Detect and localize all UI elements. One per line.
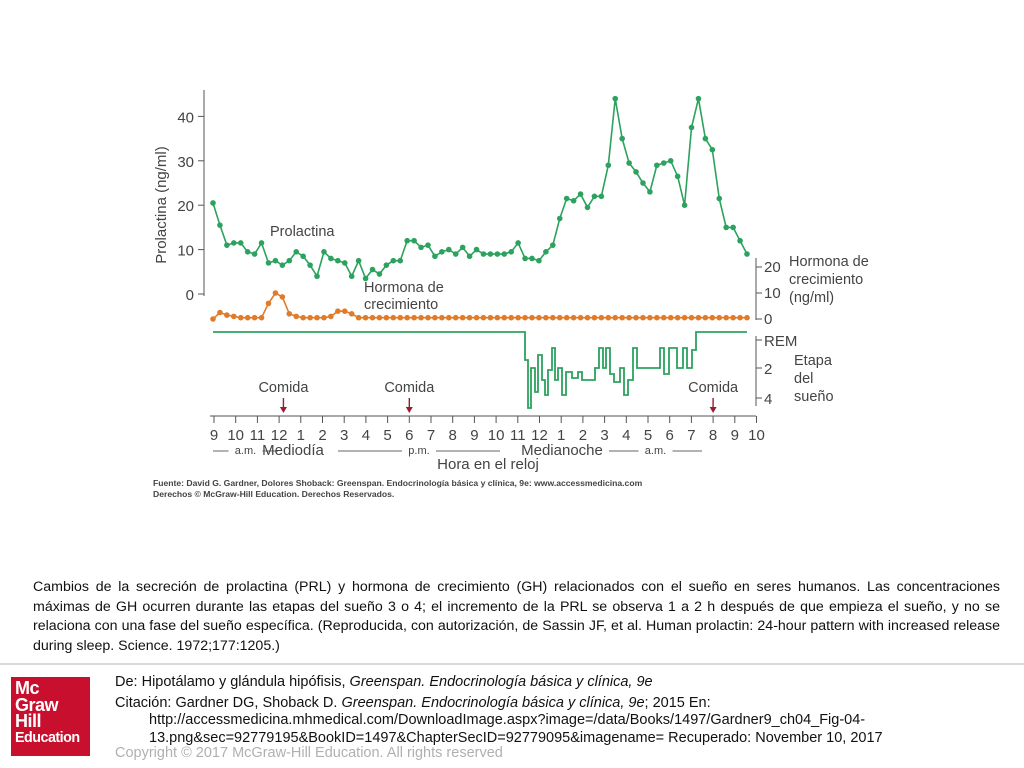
prolactin-tick-label: 40 (177, 109, 194, 127)
prolactin-point (404, 238, 410, 244)
gh-point (654, 315, 660, 321)
gh-point (508, 315, 514, 321)
meal-label: Comida (688, 380, 739, 396)
time-tick-label: 10 (748, 427, 765, 444)
prolactin-point (640, 180, 646, 186)
prolactin-point (252, 251, 258, 257)
citation-url-1[interactable]: http://accessmedicina.mhmedical.com/DownloadImage.aspx?image=/data/Books/1497/Gardner9_ch04_Fig-04- (149, 712, 866, 728)
gh-point (689, 315, 695, 321)
time-tick-label: 12 (270, 427, 288, 444)
gh-point (307, 315, 313, 321)
sleep-tick-label: 2 (764, 361, 773, 378)
prolactin-point (280, 262, 286, 268)
gh-point (273, 290, 279, 296)
prolactin-point (744, 251, 750, 257)
gh-point (314, 315, 320, 321)
prolactin-point (508, 249, 514, 255)
time-tick-label: 8 (708, 427, 718, 444)
gh-point (252, 315, 258, 321)
gh-point (495, 315, 501, 321)
prolactin-point (585, 205, 591, 211)
gh-point (626, 315, 632, 321)
time-tick-label: 1 (557, 427, 566, 444)
prolactin-point (307, 262, 313, 268)
gh-point (633, 315, 639, 321)
time-tick-label: 6 (665, 427, 674, 444)
gh-tick-label: 20 (764, 259, 781, 276)
am-period-1-label: a.m. (234, 445, 257, 457)
gh-point (737, 315, 743, 321)
gh-point (453, 315, 459, 321)
gh-point (217, 310, 223, 316)
prolactin-tick-label: 0 (185, 287, 194, 304)
prolactin-point (266, 260, 272, 266)
prolactin-point (453, 251, 459, 257)
prolactin-point (370, 267, 376, 273)
prolactin-point (224, 242, 230, 248)
gh-point (640, 315, 646, 321)
time-tick-label: 4 (622, 427, 631, 444)
logo-line-1: Mc (15, 678, 40, 698)
prolactin-point (550, 242, 556, 248)
prolactin-point (356, 258, 362, 264)
citation-prefix: Citación: Gardner DG, Shoback D (115, 694, 334, 711)
sleep-axis-title: sueño (794, 389, 834, 405)
gh-point (474, 315, 480, 321)
prolactin-point (501, 251, 507, 257)
prolactin-point (238, 240, 244, 246)
prolactin-tick-label: 10 (177, 242, 194, 260)
prolactin-point (730, 225, 736, 231)
gh-axis-title: Hormona de (789, 254, 869, 270)
gh-point (661, 315, 667, 321)
prolactin-point (696, 96, 702, 102)
prolactin-point (439, 249, 445, 255)
gh-point (300, 315, 306, 321)
citation-url-2[interactable]: 13.png&sec=92779195&BookID=1497&ChapterSecID=92779095&imagename= Recuperado: November 10, 2017 (149, 729, 883, 746)
gh-point (370, 315, 376, 321)
gh-point (682, 315, 688, 321)
prolactin-point (384, 262, 390, 268)
prolactin-point (571, 198, 577, 204)
gh-tick-label: 0 (764, 311, 773, 328)
pm-period-label: p.m. (408, 445, 430, 457)
gh-point (238, 315, 244, 321)
prolactin-point (349, 273, 355, 279)
prolactin-point (314, 273, 320, 279)
prolactin-point (467, 253, 473, 259)
gh-axis-title: (ng/ml) (789, 290, 835, 306)
citation-sep: . (333, 694, 342, 711)
prolactin-point (397, 258, 403, 264)
gh-point (605, 315, 611, 321)
figure-caption: Cambios de la secreción de prolactina (PRL) y hormona de crecimiento (GH) relacionados con el sueño en seres humanos. Las concentraciones máximas de GH ocurren durante las etapas del sueño 3 o 4; el incremento de la PRL se observa 1 a 2 h después de que empieza el sueño, y no se relaciona con una fase del sueño específica. (Reproducida, con autorización, de Sassin JF, et al. Human prolactin: 24-hour pattern with increased release during sleep. Science. 1972;177:1205.) (33, 579, 1000, 654)
prolactin-point (689, 125, 695, 131)
prolactin-point (668, 158, 674, 164)
prolactin-point (592, 194, 598, 200)
time-tick-label: 9 (730, 427, 739, 444)
gh-point (599, 315, 605, 321)
gh-point (328, 314, 334, 320)
gh-point (425, 315, 431, 321)
prolactin-point (661, 160, 667, 166)
prolactin-point (557, 216, 563, 222)
gh-series-label: Hormona de (364, 280, 444, 296)
gh-point (439, 315, 445, 321)
prolactin-point (460, 245, 466, 251)
sleep-axis-title: del (794, 371, 814, 387)
time-tick-label: 5 (383, 427, 392, 444)
prolactin-point (425, 242, 431, 248)
prolactin-point (543, 249, 549, 255)
figure-source-line-1: Fuente: David G. Gardner, Dolores Shoback: Greenspan. Endocrinología básica y clínica, 9e: www.accessmedicina.com (153, 478, 643, 488)
gh-point (418, 315, 424, 321)
prolactin-point (578, 191, 584, 197)
time-tick-label: 7 (687, 427, 696, 444)
prolactin-point (710, 147, 716, 153)
sleep-tick-label: REM (764, 333, 798, 350)
prolactin-point (474, 247, 480, 253)
time-tick-label: 11 (249, 427, 266, 444)
gh-point (501, 315, 507, 321)
gh-point (696, 315, 702, 321)
prolactin-point (626, 160, 632, 166)
time-tick-label: 9 (209, 427, 219, 444)
gh-point (744, 315, 750, 321)
time-tick-label: 6 (405, 427, 414, 444)
gh-point (349, 311, 355, 317)
citation-block (115, 674, 1015, 747)
time-tick-label: 2 (318, 427, 327, 444)
gh-point (675, 315, 681, 321)
gh-point (363, 315, 369, 321)
prolactin-point (273, 258, 279, 264)
prolactin-point (619, 136, 625, 142)
gh-point (481, 315, 487, 321)
time-tick-label: 10 (487, 427, 505, 444)
prolactin-point (432, 253, 438, 259)
logo-line-2: Graw (15, 694, 59, 715)
gh-point (411, 315, 417, 321)
gh-point (668, 315, 674, 321)
gh-point (619, 315, 625, 321)
prolactin-point (703, 136, 709, 142)
prolactin-point (515, 240, 521, 246)
gh-point (404, 315, 410, 321)
gh-point (716, 315, 722, 321)
prolactin-axis-title: Prolactina (ng/ml) (153, 146, 170, 264)
prolactin-point (300, 253, 306, 259)
gh-point (571, 315, 577, 321)
prolactin-point (328, 256, 334, 262)
figure-source-line-2: Derechos © McGraw-Hill Education. Derechos Reservados. (153, 489, 395, 499)
gh-point (286, 311, 292, 317)
gh-point (592, 315, 598, 321)
prolactin-point (522, 256, 528, 262)
prolactin-point (259, 240, 265, 246)
prolactin-point (675, 174, 681, 180)
prolactin-tick-label: 20 (177, 198, 194, 216)
prolactin-point (716, 196, 722, 202)
time-tick-label: 8 (448, 427, 457, 444)
gh-point (550, 315, 556, 321)
time-axis-title: Hora en el reloj (437, 456, 539, 473)
prolactin-point (605, 162, 611, 168)
prolactin-series-label: Prolactina (270, 224, 335, 240)
gh-point (703, 315, 709, 321)
time-tick-label: 3 (600, 427, 609, 444)
gh-point (515, 315, 521, 321)
prolactin-point (418, 245, 424, 251)
prolactin-point (446, 247, 452, 253)
gh-point (467, 315, 473, 321)
time-tick-label: 12 (531, 427, 548, 444)
gh-point (342, 308, 348, 314)
gh-point (564, 315, 570, 321)
gh-point (245, 315, 251, 321)
prolactin-point (286, 258, 292, 264)
citation-line (115, 695, 1015, 713)
time-tick-label: 7 (426, 427, 436, 444)
prolactin-point (633, 169, 639, 175)
prolactin-point (495, 251, 501, 257)
prolactin-point (231, 240, 237, 246)
gh-point (612, 315, 618, 321)
am-period-2-label: a.m. (644, 445, 667, 457)
copyright-notice: Copyright © 2017 McGraw-Hill Education. All rights reserved (115, 745, 503, 761)
gh-point (231, 314, 237, 320)
citation-book: Greenspan. Endocrinología básica y clínica, 9e (341, 694, 645, 711)
time-tick-label: 1 (296, 427, 305, 444)
prolactin-point (342, 260, 348, 266)
gh-series-label: crecimiento (364, 297, 439, 313)
gh-point (536, 315, 542, 321)
gh-point (460, 315, 466, 321)
mcgraw-hill-logo (11, 677, 90, 756)
gh-point (321, 315, 327, 321)
prolactin-tick-label: 30 (177, 153, 194, 171)
source-line (115, 674, 1015, 692)
gh-point (432, 315, 438, 321)
prolactin-point (599, 194, 605, 200)
gh-point (730, 315, 736, 321)
sleep-tick-label: 4 (764, 391, 773, 408)
prolactin-point (411, 238, 417, 244)
time-tick-label: 11 (510, 427, 526, 444)
gh-point (585, 315, 591, 321)
gh-point (335, 308, 341, 314)
prolactin-point (377, 271, 383, 277)
gh-axis-title: crecimiento (789, 272, 864, 288)
time-tick-label: 10 (227, 427, 245, 444)
time-tick-label: 2 (578, 427, 588, 444)
time-tick-label: 5 (643, 427, 653, 444)
prolactin-point (529, 256, 535, 262)
prolactin-point (564, 196, 570, 202)
time-tick-label: 9 (470, 427, 479, 444)
prolactin-point (335, 258, 341, 264)
gh-point (397, 315, 403, 321)
gh-point (356, 315, 362, 321)
prolactin-point (654, 162, 660, 168)
gh-point (488, 315, 494, 321)
gh-point (647, 315, 653, 321)
gh-point (446, 315, 452, 321)
prolactin-point (217, 222, 223, 228)
gh-point (259, 315, 265, 321)
footer-divider (0, 663, 1024, 665)
midday-label: Mediodía (262, 442, 324, 459)
time-tick-label: 3 (340, 427, 349, 444)
prolactin-point (321, 249, 327, 255)
prolactin-point (737, 238, 743, 244)
prolactin-point (536, 258, 542, 264)
gh-point (529, 315, 535, 321)
gh-point (543, 315, 549, 321)
gh-point (280, 294, 286, 300)
prolactin-point (481, 251, 487, 257)
gh-point (224, 312, 230, 318)
meal-label: Comida (258, 380, 309, 396)
gh-point (557, 315, 563, 321)
meal-label: Comida (384, 380, 435, 396)
logo-line-4: Education (15, 729, 80, 746)
gh-point (578, 315, 584, 321)
gh-tick-label: 10 (764, 285, 781, 302)
prolactin-point (682, 202, 688, 208)
gh-point (293, 314, 299, 320)
gh-point (522, 315, 528, 321)
gh-point (710, 315, 716, 321)
citation-suffix: ; 2015 En: (644, 694, 711, 711)
gh-point (210, 316, 216, 322)
prolactin-point (391, 258, 397, 264)
from-prefix: De: (115, 674, 142, 690)
from-book: Greenspan. Endocrinología básica y clínica, 9e (349, 674, 653, 690)
midnight-label: Medianoche (521, 442, 603, 459)
prolactin-point (612, 96, 618, 102)
prolactin-point (723, 225, 729, 231)
prolactin-point (210, 200, 216, 206)
logo-line-3: Hill (15, 711, 42, 731)
time-tick-label: 4 (361, 427, 371, 444)
prolactin-point (647, 189, 653, 195)
gh-point (266, 301, 272, 307)
gh-point (391, 315, 397, 321)
prolactin-point (293, 249, 299, 255)
prolactin-point (488, 251, 494, 257)
prolactin-point (245, 249, 251, 255)
gh-point (384, 315, 390, 321)
from-chapter: Hipotálamo y glándula hipófisis, (141, 674, 350, 690)
gh-point (377, 315, 383, 321)
gh-point (723, 315, 729, 321)
sleep-axis-title: Etapa (794, 353, 832, 369)
